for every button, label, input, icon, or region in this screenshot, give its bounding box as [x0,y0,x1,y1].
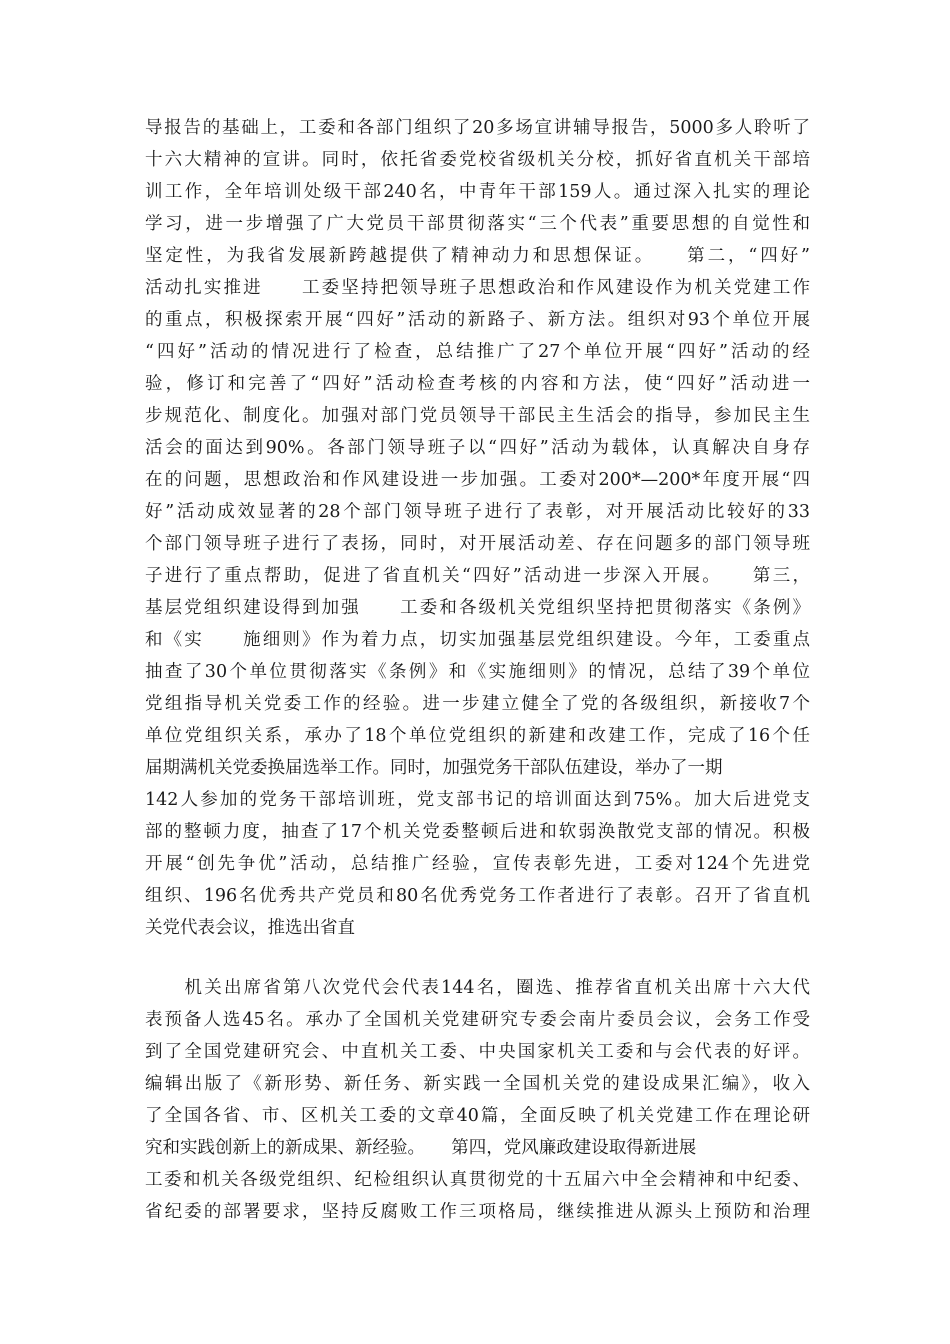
text-line: 活会的面达到90%。各部门领导班子以“四好”活动为载体，认真解决自身存 [145,438,810,458]
text-line: 活动扎实推进 工委坚持把领导班子思想政治和作风建设作为机关党建工作 [145,278,810,298]
text-line: 党组指导机关党委工作的经验。进一步建立健全了党的各级组织，新接收7个 [145,694,810,714]
text-line: 142人参加的党务干部培训班，党支部书记的培训面达到75%。加大后进党支 [145,790,810,810]
text-line: 开展“创先争优”活动，总结推广经验，宣传表彰先进，工委对124个先进党 [145,854,810,874]
text-line: 组织、196名优秀共产党员和80名优秀党务工作者进行了表彰。召开了省直机 [145,886,810,906]
text-line: 省纪委的部署要求，坚持反腐败工作三项格局，继续推进从源头上预防和治理 [145,1202,810,1222]
text-line: 学习，进一步增强了广大党员干部贯彻落实“三个代表”重要思想的自觉性和 [145,214,810,234]
text-line: 十六大精神的宣讲。同时，依托省委党校省级机关分校，抓好省直机关干部培 [145,150,810,170]
text-line: 到了全国党建研究会、中直机关工委、中央国家机关工委和与会代表的好评。 [145,1042,810,1062]
paragraph-block-2 [145,972,810,1228]
text-line: 编辑出版了《新形势、新任务、新实践一全国机关党的建设成果汇编》，收入 [145,1074,810,1094]
paragraph-block-1 [145,112,810,944]
text-line: 好”活动成效显著的28个部门领导班子进行了表彰，对开展活动比较好的33 [145,502,810,522]
text-line: 了全国各省、市、区机关工委的文章40篇，全面反映了机关党建工作在理论研 [145,1106,810,1126]
text-line: 训工作，全年培训处级干部240名，中青年干部159人。通过深入扎实的理论 [145,182,810,202]
text-line: 关党代表会议，推选出省直 [145,918,355,938]
text-line: 验，修订和完善了“四好”活动检查考核的内容和方法，使“四好”活动进一 [145,374,810,394]
text-line: 的重点，积极探索开展“四好”活动的新路子、新方法。组织对93个单位开展 [145,310,810,330]
text-line: 步规范化、制度化。加强对部门党员领导干部民主生活会的指导，参加民主生 [145,406,810,426]
text-line: 究和实践创新上的新成果、新经验。 第四，党风廉政建设取得新进展 [145,1138,697,1158]
text-line: 表预备人选45名。承办了全国机关党建研究专委会南片委员会议，会务工作受 [145,1010,810,1030]
text-line: 子进行了重点帮助，促进了省直机关“四好”活动进一步深入开展。 第三， [145,566,810,586]
text-line: 届期满机关党委换届选举工作。同时，加强党务干部队伍建设，举办了一期 [145,758,723,778]
text-line: 和《实 施细则》作为着力点，切实加强基层党组织建设。今年，工委重点 [145,630,810,650]
text-line: 部的整顿力度，抽查了17个机关党委整顿后进和软弱涣散党支部的情况。积极 [145,822,810,842]
text-line: 工委和机关各级党组织、纪检组织认真贯彻党的十五届六中全会精神和中纪委、 [145,1170,810,1190]
text-line: 个部门领导班子进行了表扬，同时，对开展活动差、存在问题多的部门领导班 [145,534,810,554]
text-line: 导报告的基础上，工委和各部门组织了20多场宣讲辅导报告，5000多人聆听了 [145,118,810,138]
text-line: 抽查了30个单位贯彻落实《条例》和《实施细则》的情况，总结了39个单位 [145,662,810,682]
text-line: 机关出席省第八次党代会代表144名，圈选、推荐省直机关出席十六大代 [145,978,810,998]
text-line: “四好”活动的情况进行了检查，总结推广了27个单位开展“四好”活动的经 [145,342,810,362]
text-line: 基层党组织建设得到加强 工委和各级机关党组织坚持把贯彻落实《条例》 [145,598,810,618]
text-line: 单位党组织关系，承办了18个单位党组织的新建和改建工作，完成了16个任 [145,726,810,746]
text-line: 在的问题，思想政治和作风建设进一步加强。工委对200*—200*年度开展“四 [145,470,810,490]
text-line: 坚定性，为我省发展新跨越提供了精神动力和思想保证。 第二，“四好” [145,246,810,266]
